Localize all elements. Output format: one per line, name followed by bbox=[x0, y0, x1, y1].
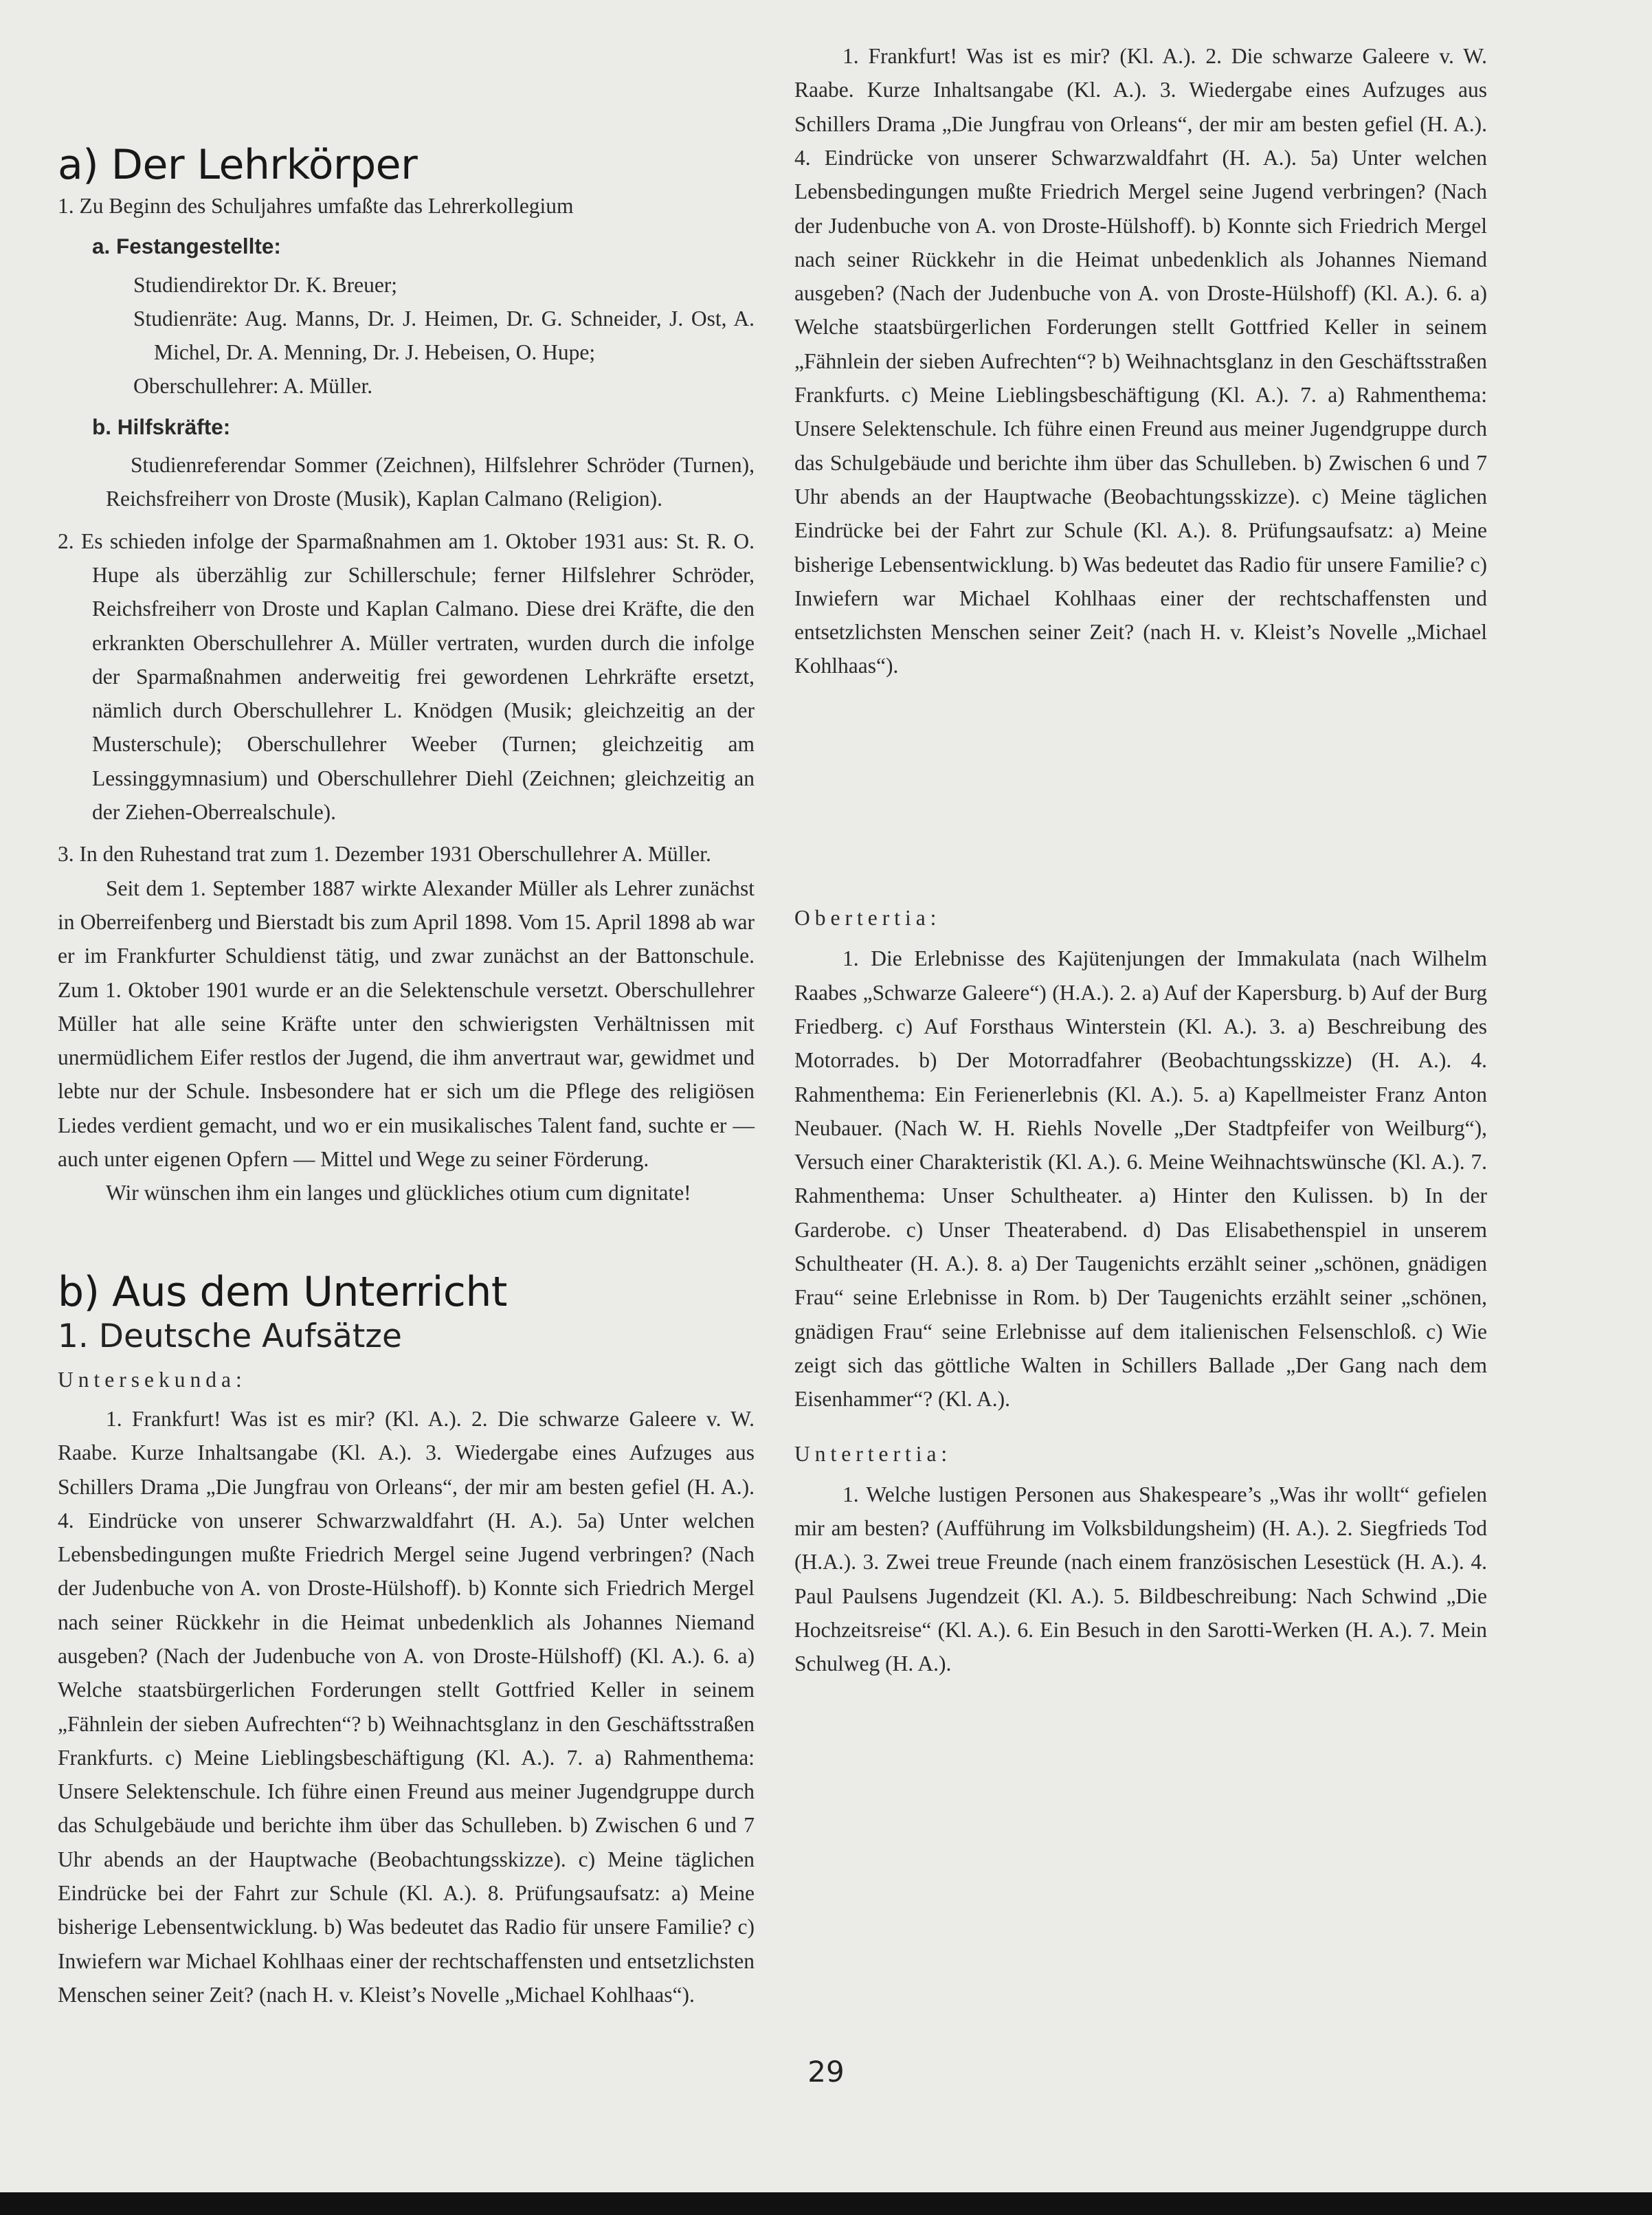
paragraph-sparmassnahmen: 2. Es schieden infolge der Sparmaßnahmen am 1. Oktober 1931 aus: St. R. O. Hupe als überzählig zur Schillerschule; ferner Hilfslehrer Schröder, Reichsfreiherr von Droste und Kaplan Calmano. Diese drei Kräfte, die den erkrankten Oberschullehrer A. Müller vertraten, wurden durch die infolge der Sparmaßnahmen anderweitig frei gewordenen Lehrkräfte ersetzt, nämlich durch Oberschullehrer L. Knödgen (Musik; gleichzeitig an der Musterschule); Oberschullehrer Weeber (Turnen; gleichzeitig am Lessinggymnasium) und Oberschullehrer Diehl (Zeichnen; gleichzeitig an der Ziehen-Oberrealschule). bbox=[58, 528, 755, 825]
subsection-heading-aufsaetze: 1. Deutsche Aufsätze bbox=[58, 1317, 402, 1355]
paragraph-ruhestand: 3. In den Ruhestand trat zum 1. Dezember 1931 Oberschullehrer A. Müller. bbox=[58, 842, 711, 867]
line-studienraete: Studienräte: Aug. Manns, Dr. J. Heimen, Dr. G. Schneider, J. Ost, A. Michel, Dr. A. Menning, Dr. J. Hebeisen, O. Hupe; bbox=[133, 306, 755, 365]
label-hilfskraefte: b. Hilfskräfte: bbox=[92, 414, 231, 439]
text-untersekunda-part2: 1. Frankfurt! Was ist es mir? (Kl. A.). 2. Die schwarze Galeere v. W. Raabe. Kurze Inhaltsangabe (Kl. A.). 3. Wiedergabe eines Aufzuges aus Schillers Drama „Die Jungfrau von Orleans“, der mir am besten gefiel (H. A.). 4. Eindrücke von unserer Schwarzwaldfahrt (H. A.). 5a) Unter welchen Lebensbedingungen mußte Friedrich Mergel seine Jugend verbringen? (Nach der Judenbuche von A. von Droste-Hülshoff). b) Konnte sich Friedrich Mergel nach seiner Rückkehr in die Heimat unbedenklich als Johannes Niemand ausgeben? (Nach der Judenbuche von A. von Droste-Hülshoff) (Kl. A.). 6. a) Welche staatsbürgerlichen Forderungen stellt Gottfried Keller in seinem „Fähnlein der sieben Aufrechten“? b) Weihnachtsglanz in den Geschäftsstraßen Frankfurts. c) Meine Lieblingsbeschäftigung (Kl. A.). 7. a) Rahmenthema: Unsere Selektenschule. Ich führe einen Freund aus meiner Jugendgruppe durch das Schulgebäude und berichte ihm über das Schulleben. b) Zwischen 6 und 7 Uhr abends an der Hauptwache (Beobachtungsskizze). c) Meine täglichen Eindrücke bei der Fahrt zur Schule (Kl. A.). 8. Prüfungsaufsatz: a) Meine bisherige Lebensentwicklung. b) Was bedeutet das Radio für unsere Familie? c) Inwiefern war Michael Kohlhaas einer der rechtschaffensten und entsetzlichsten Menschen seiner Zeit? (nach H. v. Kleist’s Novelle „Michael Kohlhaas“). bbox=[794, 44, 1487, 678]
section-heading-unterricht: b) Aus dem Unterricht bbox=[58, 1267, 507, 1316]
section-heading-lehrkoerper: a) Der Lehrkörper bbox=[58, 141, 418, 189]
text-untersekunda-part1: 1. Frankfurt! Was ist es mir? (Kl. A.). 2. Die schwarze Galeere v. W. Raabe. Kurze Inhaltsangabe (Kl. A.). 3. Wiedergabe eines Aufzuges aus Schillers Drama „Die Jungfrau von Orleans“, der mir am besten gefiel (H. A.). 4. Eindrücke von unserer Schwarzwaldfahrt (H. A.). 5a) Unter welchen Lebensbedingungen mußte Friedrich Mergel seine Jugend verbringen? (Nach der Judenbuche von A. von Droste-Hülshoff). b) Konnte sich Friedrich Mergel nach seiner Rückkehr in die Heimat unbedenklich als Johannes Niemand ausgeben? (Nach der Judenbuche von A. von Droste-Hülshoff) (Kl. A.). 6. a) Welche staatsbürgerlichen Forderungen stellt Gottfried Keller in seinem „Fähnlein der sieben Aufrechten“? b) Weihnachtsglanz in den Geschäftsstraßen Frankfurts. c) Meine Lieblingsbeschäftigung (Kl. A.). 7. a) Rahmenthema: Unsere Selektenschule. Ich führe einen Freund aus meiner Jugendgruppe durch das Schulgebäude und berichte ihm über das Schulleben. b) Zwischen 6 und 7 Uhr abends an der Hauptwache (Beobachtungsskizze). c) Meine täglichen Eindrücke bei der Fahrt zur Schule (Kl. A.). 8. Prüfungsaufsatz: a) Meine bisherige Lebensentwicklung. b) Was bedeutet das Radio für unsere Familie? c) Inwiefern war Michael Kohlhaas einer der rechtschaffensten und entsetzlichsten Menschen seiner Zeit? (nach H. v. Kleist’s Novelle „Michael Kohlhaas“). bbox=[58, 1406, 755, 2007]
untersekunda-continuation bbox=[794, 39, 1487, 880]
paragraph-kollegium: 1. Zu Beginn des Schuljahres umfaßte das Lehrerkollegium bbox=[58, 194, 574, 218]
class-label-obertertia: Obertertia: bbox=[794, 906, 941, 931]
paragraph-hilfskraefte: Studienreferendar Sommer (Zeichnen), Hilfslehrer Schröder (Turnen), Reichsfreiherr von Droste (Musik), Kaplan Calmano (Religion). bbox=[106, 453, 755, 511]
right-column bbox=[794, 44, 1487, 1681]
class-label-untersekunda: Untersekunda: bbox=[58, 1367, 247, 1392]
class-label-untertertia: Untertertia: bbox=[794, 1441, 952, 1466]
text-obertertia: 1. Die Erlebnisse des Kajütenjungen der Immakulata (nach Wilhelm Raabes „Schwarze Galeere“) (H.A.). 2. a) Auf der Kapersburg. b) Auf der Burg Friedberg. c) Auf Forsthaus Winterstein (Kl. A.). 3. a) Beschreibung des Motorrades. b) Der Motorradfahrer (Beobachtungsskizze) (H. A.). 4. Rahmenthema: Ein Ferienerlebnis (Kl. A.). 5. a) Kapellmeister Franz Anton Neubauer. (Nach W. H. Riehls Novelle „Der Stadtpfeifer von Weilburg“), Versuch einer Charakteristik (Kl. A.). 6. Meine Weihnachtswünsche (Kl. A.). 7. Rahmenthema: Unser Schultheater. a) Hinter den Kulissen. b) In der Garderobe. c) Unser Theaterabend. d) Das Elisabethenspiel in unserem Schultheater (H. A.). 8. a) Der Taugenichts erzählt seiner „schönen, gnädigen Frau“ seine Erlebnisse in Rom. b) Der Taugenichts erzählt seiner „schönen, gnädigen Frau“ seine Erlebnisse auf dem italienischen Felsenschloß. c) Wie zeigt sich das göttliche Walten in Schillers Ballade „Der Gang nach dem Eisenhammer“? (Kl. A.). bbox=[794, 946, 1487, 1412]
paragraph-otium: Wir wünschen ihm ein langes und glückliches otium cum dignitate! bbox=[106, 1181, 691, 1205]
line-studiendirektor: Studiendirektor Dr. K. Breuer; bbox=[133, 272, 398, 297]
left-column bbox=[58, 141, 755, 2007]
page-number: 29 bbox=[807, 2055, 845, 2089]
paragraph-mueller: Seit dem 1. September 1887 wirkte Alexander Müller als Lehrer zunächst in Oberreifenberg und Bierstadt bis zum April 1898. Vom 15. April 1898 ab war er im Frankfurter Schuldienst tätig, und zwar zunächst an der Battonschule. Zum 1. Oktober 1901 wurde er an die Selektenschule versetzt. Oberschullehrer Müller hat alle seine Kräfte unter den schwierigsten Verhältnissen mit unermüdlichem Eifer restlos der Jugend, die ihm anvertraut war, gewidmet und lebte nur der Schule. Insbesondere hat er sich um die Pflege des religiösen Liedes verdient gemacht, und wo er ein musikalisches Talent fand, suchte er — auch unter eigenen Opfern — Mittel und Wege zu seiner Förderung. bbox=[58, 876, 755, 1172]
line-oberschullehrer: Oberschullehrer: A. Müller. bbox=[133, 374, 373, 399]
label-festangestellte: a. Festangestellte: bbox=[92, 234, 281, 259]
text-untertertia: 1. Welche lustigen Personen aus Shakespeare’s „Was ihr wollt“ gefielen mir am besten? (Aufführung im Volksbildungsheim) (H. A.). 2. Siegfrieds Tod (H.A.). 3. Zwei treue Freunde (nach einem französischen Lesestück (H. A.). 4. Paul Paulsens Jugendzeit (Kl. A.). 5. Bildbeschreibung: Nach Schwind „Die Hochzeitsreise“ (Kl. A.). 6. Ein Besuch in den Sarotti-Werken (H. A.). 7. Mein Schulweg (H. A.). bbox=[794, 1482, 1487, 1676]
